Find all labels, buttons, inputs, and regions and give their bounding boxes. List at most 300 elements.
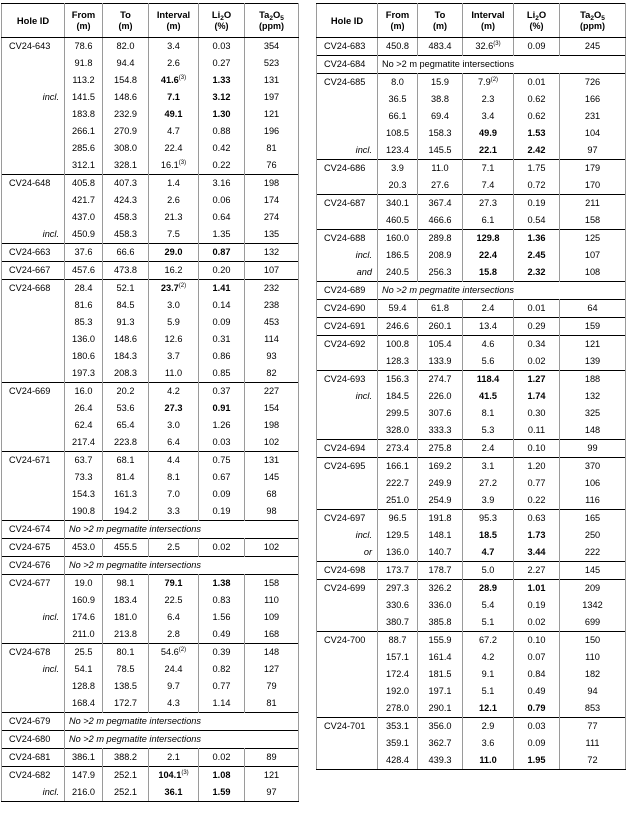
from-cell: 457.6 <box>65 262 103 280</box>
interval-value: 4.3 <box>167 697 180 708</box>
table-row <box>317 247 626 264</box>
to-cell: 66.6 <box>103 244 149 262</box>
ta2o5-cell: 222 <box>560 544 626 562</box>
col-header-ta2o5: $Ta_2O_5$ (ppm) <box>245 4 299 38</box>
interval-value: 9.7 <box>167 680 180 691</box>
li2o-cell: 1.08 <box>199 767 245 785</box>
table-header-row <box>317 4 626 38</box>
hole-id-cell <box>2 209 65 226</box>
interval-value: 2.3 <box>481 93 495 104</box>
to-cell: 91.3 <box>103 314 149 331</box>
interval-cell <box>149 192 199 209</box>
to-cell: 81.4 <box>103 469 149 486</box>
li2o-cell: 2.32 <box>514 264 560 282</box>
table-row <box>317 440 626 458</box>
table-row <box>317 91 626 108</box>
interval-cell <box>463 318 514 336</box>
interval-value: 12.1 <box>479 702 497 713</box>
ta2o5-cell: 107 <box>245 262 299 280</box>
ta2o5-cell: 211 <box>560 195 626 213</box>
interval-value: 5.6 <box>481 355 495 366</box>
interval-cell <box>149 106 199 123</box>
from-cell: 266.1 <box>65 123 103 140</box>
from-cell: 273.4 <box>378 440 418 458</box>
li2o-cell: 3.16 <box>199 175 245 193</box>
table-row <box>2 38 299 56</box>
to-cell: 178.7 <box>418 562 463 580</box>
interval-cell <box>463 264 514 282</box>
interval-value: 5.4 <box>481 599 495 610</box>
from-cell: 183.8 <box>65 106 103 123</box>
interval-cell <box>463 177 514 195</box>
li2o-cell: 1.36 <box>514 230 560 248</box>
interval-value: 6.1 <box>481 214 495 225</box>
li2o-cell: 1.26 <box>199 417 245 434</box>
table-row <box>317 666 626 683</box>
table-row <box>2 55 299 72</box>
to-cell: 232.9 <box>103 106 149 123</box>
interval-value: 118.4 <box>476 373 500 384</box>
to-cell: 362.7 <box>418 735 463 752</box>
li2o-cell: 0.02 <box>199 749 245 767</box>
table-row <box>2 521 299 539</box>
li2o-cell: 0.02 <box>199 539 245 557</box>
from-cell: 8.0 <box>378 74 418 92</box>
to-cell: 458.3 <box>103 226 149 244</box>
interval-cell <box>149 175 199 193</box>
interval-value: 11.0 <box>164 367 183 378</box>
to-cell: 252.1 <box>103 784 149 802</box>
to-cell: 105.4 <box>418 336 463 354</box>
from-cell: 157.1 <box>378 649 418 666</box>
interval-value: 22.4 <box>479 249 497 260</box>
hole-id-cell <box>2 486 65 503</box>
from-cell: 251.0 <box>378 492 418 510</box>
from-cell: 91.8 <box>65 55 103 72</box>
li2o-cell: 0.86 <box>199 348 245 365</box>
hole-id-cell <box>2 626 65 644</box>
interval-value: 4.7 <box>167 125 180 136</box>
hole-id-cell: CV24-701 <box>317 718 378 736</box>
interval-value: 3.3 <box>167 505 180 516</box>
from-cell: 66.1 <box>378 108 418 125</box>
from-cell: 172.4 <box>378 666 418 683</box>
ta2o5-cell: 99 <box>560 440 626 458</box>
interval-cell <box>149 469 199 486</box>
ta2o5-cell: 107 <box>560 247 626 264</box>
from-cell: 78.6 <box>65 38 103 56</box>
hole-id-cell: CV24-694 <box>317 440 378 458</box>
table-row <box>2 784 299 802</box>
from-cell: 37.6 <box>65 244 103 262</box>
to-cell: 154.8 <box>103 72 149 89</box>
to-cell: 458.3 <box>103 209 149 226</box>
to-cell: 289.8 <box>418 230 463 248</box>
table-row <box>2 539 299 557</box>
interval-cell <box>463 195 514 213</box>
interval-value: 18.5 <box>479 529 497 540</box>
table-row <box>2 486 299 503</box>
li2o-cell: 0.09 <box>199 314 245 331</box>
interval-cell <box>463 388 514 405</box>
from-cell: 460.5 <box>378 212 418 230</box>
table-row <box>2 503 299 521</box>
ta2o5-cell: 104 <box>560 125 626 142</box>
interval-cell <box>463 597 514 614</box>
li2o-cell: 0.09 <box>199 486 245 503</box>
table-row <box>2 140 299 157</box>
to-cell: 260.1 <box>418 318 463 336</box>
interval-cell <box>149 123 199 140</box>
table-row <box>2 297 299 314</box>
hole-id-cell <box>317 108 378 125</box>
table-row <box>317 353 626 371</box>
li2o-cell: 0.01 <box>514 74 560 92</box>
interval-cell <box>463 142 514 160</box>
hole-id-cell <box>317 212 378 230</box>
li2o-cell: 0.20 <box>199 262 245 280</box>
hole-id-cell <box>2 365 65 383</box>
interval-cell <box>463 91 514 108</box>
interval-cell <box>463 353 514 371</box>
table-row <box>317 38 626 56</box>
interval-footnote: (2) <box>178 646 187 653</box>
table-row <box>317 718 626 736</box>
table-row <box>317 735 626 752</box>
ta2o5-cell: 188 <box>560 371 626 389</box>
from-cell: 63.7 <box>65 452 103 470</box>
ta2o5-cell: 174 <box>245 192 299 209</box>
ta2o5-cell: 97 <box>245 784 299 802</box>
li2o-cell: 2.27 <box>514 562 560 580</box>
ta2o5-cell: 148 <box>560 422 626 440</box>
to-cell: 407.3 <box>103 175 149 193</box>
interval-value: 28.9 <box>479 582 497 593</box>
hole-id-cell <box>2 695 65 713</box>
qualifier-cell: incl. <box>317 388 378 405</box>
from-cell: 36.5 <box>378 91 418 108</box>
table-row <box>2 469 299 486</box>
table-row <box>2 383 299 401</box>
li2o-cell: 0.29 <box>514 318 560 336</box>
ta2o5-cell: 245 <box>560 38 626 56</box>
interval-value: 5.0 <box>481 564 495 575</box>
interval-cell <box>463 666 514 683</box>
table-row <box>317 700 626 718</box>
interval-value: 7.1 <box>481 162 495 173</box>
li2o-cell: 1.01 <box>514 580 560 598</box>
interval-value: 2.8 <box>167 628 180 639</box>
qualifier-cell: or <box>317 544 378 562</box>
hole-id-cell <box>317 597 378 614</box>
qualifier-cell: incl. <box>2 661 65 678</box>
to-cell: 27.6 <box>418 177 463 195</box>
hole-id-cell <box>2 348 65 365</box>
table-row <box>317 544 626 562</box>
from-cell: 128.8 <box>65 678 103 695</box>
interval-footnote: (3) <box>181 769 189 776</box>
table-row <box>317 177 626 195</box>
table-row <box>2 262 299 280</box>
interval-cell <box>463 422 514 440</box>
interval-cell <box>149 262 199 280</box>
to-cell: 213.8 <box>103 626 149 644</box>
interval-cell <box>463 212 514 230</box>
interval-value: 3.9 <box>481 494 495 505</box>
interval-cell <box>149 140 199 157</box>
li2o-cell: 1.75 <box>514 160 560 178</box>
interval-value: 36.1 <box>164 786 183 797</box>
col-header-to: To (m) <box>418 4 463 38</box>
hole-id-cell <box>2 434 65 452</box>
ta2o5-cell: 102 <box>245 539 299 557</box>
ta2o5-cell: 523 <box>245 55 299 72</box>
interval-value: 79.1 <box>164 577 183 588</box>
table-row <box>317 562 626 580</box>
interval-value: 22.5 <box>164 594 183 605</box>
li2o-cell: 0.02 <box>514 614 560 632</box>
ta2o5-cell: 94 <box>560 683 626 700</box>
interval-cell <box>463 160 514 178</box>
interval-cell <box>149 784 199 802</box>
table-body-right <box>317 38 626 770</box>
drill-results-table-left <box>1 3 299 802</box>
hole-id-cell: CV24-680 <box>2 731 65 749</box>
from-cell: 421.7 <box>65 192 103 209</box>
table-row <box>317 371 626 389</box>
li2o-cell: 0.39 <box>199 644 245 662</box>
interval-value: 2.4 <box>481 302 495 313</box>
li2o-cell: 2.45 <box>514 247 560 264</box>
from-cell: 96.5 <box>378 510 418 528</box>
ta2o5-cell: 154 <box>245 400 299 417</box>
ta2o5-cell: 93 <box>245 348 299 365</box>
qualifier-cell: incl. <box>2 609 65 626</box>
li2o-cell: 0.84 <box>514 666 560 683</box>
to-cell: 191.8 <box>418 510 463 528</box>
interval-value: 4.6 <box>481 338 495 349</box>
li2o-cell: 3.44 <box>514 544 560 562</box>
to-cell: 252.1 <box>103 767 149 785</box>
qualifier-cell: incl. <box>317 247 378 264</box>
interval-cell <box>149 226 199 244</box>
table-row <box>317 212 626 230</box>
hole-id-cell <box>317 405 378 422</box>
to-cell: 15.9 <box>418 74 463 92</box>
table-row <box>2 106 299 123</box>
interval-cell <box>463 300 514 318</box>
interval-cell <box>463 125 514 142</box>
interval-cell <box>463 527 514 544</box>
ta2o5-cell: 76 <box>245 157 299 175</box>
table-row <box>317 195 626 213</box>
interval-cell <box>463 230 514 248</box>
hole-id-cell <box>2 72 65 89</box>
hole-id-cell <box>2 400 65 417</box>
interval-cell <box>149 434 199 452</box>
from-cell: 73.3 <box>65 469 103 486</box>
interval-cell <box>463 580 514 598</box>
interval-value: 32.6 <box>475 40 494 51</box>
from-cell: 222.7 <box>378 475 418 492</box>
interval-cell <box>149 417 199 434</box>
to-cell: 326.2 <box>418 580 463 598</box>
li2o-cell: 1.59 <box>199 784 245 802</box>
hole-id-cell: CV24-689 <box>317 282 378 300</box>
ta2o5-cell: 72 <box>560 752 626 770</box>
qualifier-cell: incl. <box>2 784 65 802</box>
table-row <box>2 89 299 106</box>
interval-cell <box>463 614 514 632</box>
from-cell: 240.5 <box>378 264 418 282</box>
to-cell: 466.6 <box>418 212 463 230</box>
ta2o5-cell: 238 <box>245 297 299 314</box>
table-row <box>317 108 626 125</box>
interval-value: 21.3 <box>164 211 183 222</box>
li2o-cell: 1.56 <box>199 609 245 626</box>
li2o-cell: 0.72 <box>514 177 560 195</box>
from-cell: 186.5 <box>378 247 418 264</box>
table-row <box>2 365 299 383</box>
no-intersection-note: No >2 m pegmatite intersections <box>378 56 626 74</box>
li2o-cell: 0.88 <box>199 123 245 140</box>
interval-cell <box>149 678 199 695</box>
qualifier-cell: and <box>317 264 378 282</box>
to-cell: 183.4 <box>103 592 149 609</box>
interval-cell <box>463 405 514 422</box>
hole-id-cell <box>317 177 378 195</box>
table-row <box>317 632 626 650</box>
interval-value: 27.2 <box>479 477 497 488</box>
from-cell: 160.0 <box>378 230 418 248</box>
li2o-cell: 0.03 <box>199 38 245 56</box>
to-cell: 161.3 <box>103 486 149 503</box>
li2o-cell: 0.37 <box>199 383 245 401</box>
hole-id-cell <box>2 123 65 140</box>
interval-cell <box>463 562 514 580</box>
interval-footnote: (2) <box>490 76 499 83</box>
li2o-cell: 0.64 <box>199 209 245 226</box>
table-row <box>2 209 299 226</box>
qualifier-cell: incl. <box>317 142 378 160</box>
from-cell: 340.1 <box>378 195 418 213</box>
interval-cell <box>463 492 514 510</box>
hole-id-cell: CV24-677 <box>2 575 65 593</box>
hole-id-cell: CV24-682 <box>2 767 65 785</box>
from-cell: 437.0 <box>65 209 103 226</box>
interval-value: 41.6 <box>160 74 179 85</box>
to-cell: 208.3 <box>103 365 149 383</box>
ta2o5-cell: 132 <box>245 244 299 262</box>
hole-id-cell <box>2 678 65 695</box>
ta2o5-cell: 1342 <box>560 597 626 614</box>
li2o-cell: 0.49 <box>514 683 560 700</box>
hole-id-cell: CV24-643 <box>2 38 65 56</box>
interval-value: 1.4 <box>167 177 180 188</box>
interval-cell <box>149 503 199 521</box>
from-cell: 136.0 <box>65 331 103 348</box>
to-cell: 424.3 <box>103 192 149 209</box>
li2o-cell: 0.77 <box>514 475 560 492</box>
ta2o5-cell: 145 <box>560 562 626 580</box>
li2o-cell: 1.74 <box>514 388 560 405</box>
li2o-cell: 0.01 <box>514 300 560 318</box>
interval-value: 2.6 <box>167 194 180 205</box>
from-cell: 154.3 <box>65 486 103 503</box>
ta2o5-cell: 232 <box>245 280 299 298</box>
li2o-cell: 0.79 <box>514 700 560 718</box>
ta2o5-cell: 159 <box>560 318 626 336</box>
hole-id-cell: CV24-685 <box>317 74 378 92</box>
to-cell: 69.4 <box>418 108 463 125</box>
interval-value: 2.6 <box>167 57 180 68</box>
to-cell: 356.0 <box>418 718 463 736</box>
hole-id-cell: CV24-691 <box>317 318 378 336</box>
to-cell: 333.3 <box>418 422 463 440</box>
to-cell: 336.0 <box>418 597 463 614</box>
to-cell: 473.8 <box>103 262 149 280</box>
from-cell: 59.4 <box>378 300 418 318</box>
table-row <box>317 142 626 160</box>
table-row <box>317 264 626 282</box>
table-row <box>317 580 626 598</box>
from-cell: 141.5 <box>65 89 103 106</box>
interval-cell <box>149 695 199 713</box>
table-row <box>317 683 626 700</box>
hole-id-cell <box>2 469 65 486</box>
li2o-cell: 0.09 <box>514 38 560 56</box>
table-row <box>2 417 299 434</box>
interval-cell <box>149 72 199 89</box>
from-cell: 330.6 <box>378 597 418 614</box>
from-cell: 25.5 <box>65 644 103 662</box>
table-row <box>317 125 626 142</box>
interval-value: 3.0 <box>167 299 180 310</box>
ta2o5-cell: 111 <box>560 735 626 752</box>
li2o-cell: 0.09 <box>514 735 560 752</box>
interval-cell <box>149 575 199 593</box>
interval-cell <box>149 767 199 785</box>
ta2o5-cell: 197 <box>245 89 299 106</box>
ta2o5-cell: 158 <box>560 212 626 230</box>
col-header-from: From (m) <box>378 4 418 38</box>
from-cell: 197.3 <box>65 365 103 383</box>
interval-cell <box>149 486 199 503</box>
hole-id-cell <box>317 683 378 700</box>
hole-id-cell: CV24-678 <box>2 644 65 662</box>
ta2o5-cell: 132 <box>560 388 626 405</box>
table-row <box>2 575 299 593</box>
interval-value: 24.4 <box>164 663 183 674</box>
interval-value: 27.3 <box>164 402 183 413</box>
table-row <box>2 400 299 417</box>
from-cell: 156.3 <box>378 371 418 389</box>
hole-id-cell: CV24-688 <box>317 230 378 248</box>
hole-id-cell: CV24-693 <box>317 371 378 389</box>
from-cell: 19.0 <box>65 575 103 593</box>
interval-value: 54.6 <box>160 646 179 657</box>
table-row <box>317 492 626 510</box>
li2o-cell: 0.22 <box>199 157 245 175</box>
to-cell: 94.4 <box>103 55 149 72</box>
col-header-to: To (m) <box>103 4 149 38</box>
interval-cell <box>149 280 199 298</box>
col-header-hole-id: Hole ID <box>317 4 378 38</box>
qualifier-cell: incl. <box>2 226 65 244</box>
ta2o5-cell: 145 <box>245 469 299 486</box>
li2o-cell: 0.10 <box>514 440 560 458</box>
to-cell: 307.6 <box>418 405 463 422</box>
